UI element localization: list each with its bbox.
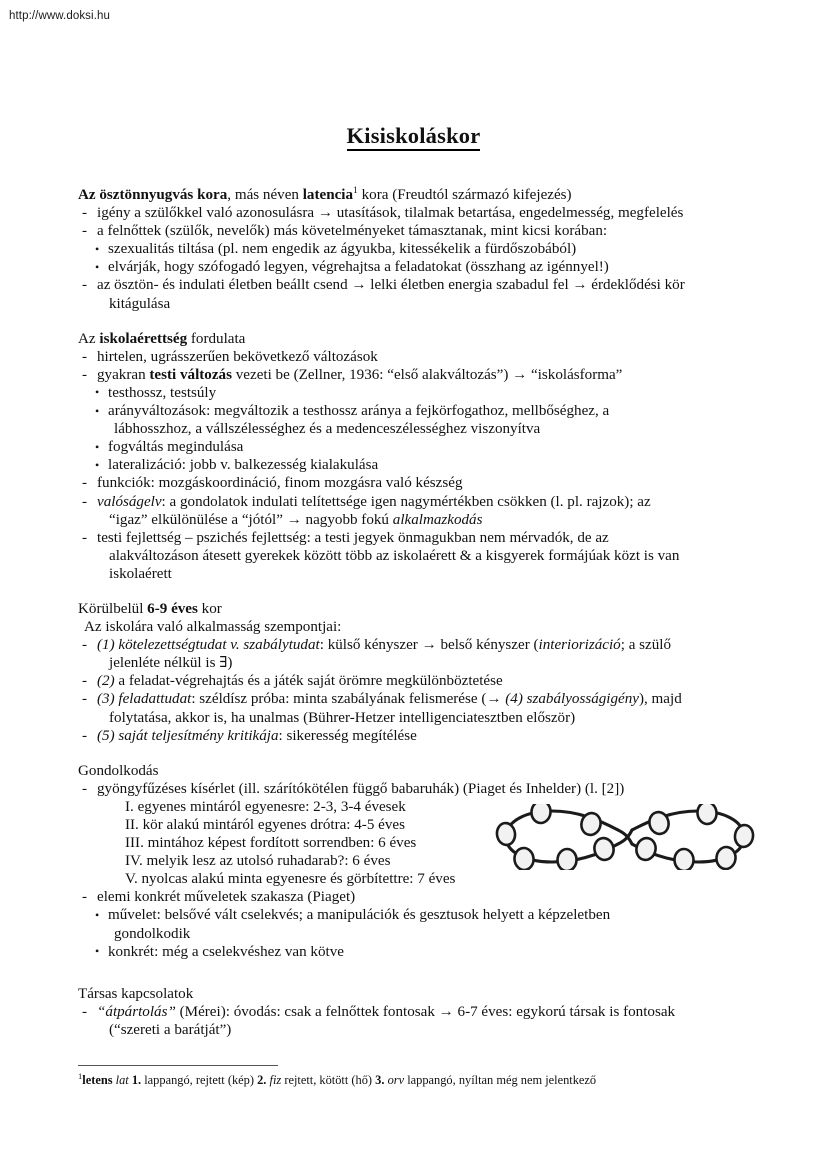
list-item-text: testhossz, testsúly (108, 384, 217, 401)
list-item: III. mintához képest fordított sorrendben: 6 éves (125, 835, 417, 852)
footnote-sense-3-text: lappangó, nyíltan még nem jelentkező (404, 1073, 597, 1087)
list-item-continuation: jelenléte nélkül is ∃) (109, 655, 233, 672)
heading-bold-part: 6-9 éves (147, 600, 198, 617)
section-korulbelul (78, 600, 750, 745)
list-item-continuation: (“szereti a barátját”) (109, 1021, 232, 1038)
list-item (78, 906, 750, 942)
list-item (78, 276, 750, 312)
page-title-text: Kisiskoláskor (347, 123, 481, 151)
list-item-text: lateralizáció: jobb v. balkezesség kialakulása (108, 457, 379, 474)
list-item-continuation: gondolkodik (114, 925, 191, 942)
list-item (78, 456, 750, 474)
dash-marker: - (82, 780, 88, 797)
dash-marker: - (82, 366, 88, 383)
list-item-text: arányváltozások: megváltozik a testhossz aránya a fejkörfogathoz, mellbőséghez, a (108, 403, 610, 420)
bullet-marker: • (95, 439, 100, 454)
list-item-text-post: : sikeresség megítélése (278, 727, 417, 744)
list-item-continuation: alakváltozáson átesett gyerekek között több az iskolaérett & a kisgyerek formájúak közt is van (109, 547, 680, 564)
list-item-text: igény a szülőkkel való azonosulásra → utasítások, tilalmak betartása, engedelmesség, megfelelés (97, 205, 684, 222)
heading-pre: Az (78, 330, 100, 347)
list-item (78, 636, 750, 672)
list-item (78, 366, 750, 384)
heading-post: kor (197, 600, 222, 617)
list-item-text: szexualitás tiltása (pl. nem engedik az ágyukba, kitessékelik a fürdőszobából) (108, 241, 577, 258)
list-item (78, 888, 750, 906)
section-gap (78, 745, 750, 762)
bullet-marker: • (95, 403, 100, 418)
dash-marker: - (82, 493, 88, 510)
section-heading: Gondolkodás (78, 762, 159, 779)
list-item: IV. melyik lesz az utolsó ruhadarab?: 6 éves (125, 853, 391, 870)
section-osztonnyugvas (78, 186, 750, 313)
bullet-marker: • (95, 241, 100, 256)
footnote-sense-2-abbr: fiz (269, 1073, 282, 1087)
list-item-continuation: iskolaérett (109, 565, 172, 582)
bullet-marker: • (95, 457, 100, 472)
list-item-text-post: (Mérei): óvodás: csak a felnőttek fontosak → 6-7 éves: egykorú társak is fontosak (175, 1003, 676, 1020)
document-body (78, 186, 750, 1039)
list-item-text: elemi konkrét műveletek szakasza (Piaget) (97, 889, 356, 906)
footnote-ref: 1 (353, 184, 358, 196)
list-item-text: hirtelen, ugrásszerűen bekövetkező változások (97, 348, 378, 365)
footnote-number: 1 (78, 1070, 83, 1081)
bullet-marker: • (95, 944, 100, 959)
footnote-sense-3-number: 3. (375, 1073, 385, 1087)
heading-bold-part: iskolaérettség (99, 330, 188, 347)
list-item (78, 258, 750, 276)
footnote-sense-3-abbr: orv (387, 1073, 405, 1087)
bullet-marker: • (95, 385, 100, 400)
list-item-italic: valóságelv (97, 493, 162, 510)
list-item-italic-b: (4) szabályosságigény (505, 691, 639, 708)
list-item-bold: testi változás (149, 366, 232, 383)
list-item-text-post: a feladat-végrehajtás és a játék saját örömre megkülönböztetése (114, 673, 503, 690)
list-item-text: fogváltás megindulása (108, 439, 244, 456)
section-gap (78, 583, 750, 600)
footnote-term: letens (82, 1073, 113, 1087)
section-gap (78, 961, 750, 985)
section-heading: Társas kapcsolatok (78, 985, 194, 1002)
list-item (78, 493, 750, 529)
bullet-marker: • (95, 259, 100, 274)
list-item-italic: (3) feladattudat (97, 691, 192, 708)
list-item-text: a felnőttek (szülők, nevelők) más követelményeket támasztanak, mint kicsi korában: (97, 223, 608, 240)
dash-marker: - (82, 673, 88, 690)
footnote-sense-1-text: lappangó, rejtett (kép) (141, 1073, 258, 1087)
list-item-text: elvárják, hogy szófogadó legyen, végrehajtsa a feladatokat (összhang az igénnyel!) (108, 259, 609, 276)
dash-marker: - (82, 223, 88, 240)
section-heading (78, 600, 750, 618)
list-item-text-pre: gyakran (97, 366, 150, 383)
dash-marker: - (82, 529, 88, 546)
list-item: V. nyolcas alakú minta egyenesre és görbítettre: 7 éves (125, 871, 456, 888)
figure-eight-bead-diagram (494, 804, 756, 870)
footnote-sense-1-number: 1. (131, 1073, 142, 1087)
dash-marker: - (82, 205, 88, 222)
footnote (78, 1070, 758, 1088)
footnote-sense-2-text: rejtett, kötött (hő) (281, 1073, 376, 1087)
list-item (78, 204, 750, 222)
dash-marker: - (82, 1003, 88, 1020)
list-item-italic: (5) saját teljesítmény kritikája (97, 727, 279, 744)
dash-marker: - (82, 277, 88, 294)
section-heading (78, 330, 750, 348)
heading-pre: Körülbelül (78, 600, 148, 617)
list-item (78, 384, 750, 402)
list-item: I. egyenes mintáról egyenesre: 2-3, 3-4 évesek (125, 798, 406, 815)
list-item-text: művelet: belsővé vált cselekvés; a manipulációk és gesztusok helyett a képzeletben (108, 907, 611, 924)
footnote-separator (78, 1065, 278, 1066)
section-heading (78, 186, 750, 204)
heading-bold-latencia: latencia (302, 187, 354, 203)
site-url-watermark: http://www.doksi.hu (9, 10, 110, 22)
list-item-continuation: kitágulása (109, 295, 171, 312)
list-item (78, 222, 750, 240)
bullet-marker: • (95, 907, 100, 922)
dash-marker: - (82, 727, 88, 744)
list-item (78, 402, 750, 438)
heading-rest-1: , más néven (227, 187, 303, 203)
list-item-text-post: : széldísz próba: minta szabályának felismerése (→ (191, 691, 506, 708)
list-item-text: testi fejlettség – pszichés fejlettség: a testi jegyek önmagukban nem mérvadók, de az (97, 529, 609, 546)
bead-group (496, 804, 755, 870)
heading-bold-part: Az ösztönnyugvás kora (78, 187, 228, 203)
dash-marker: - (82, 637, 88, 654)
list-item-text: gyöngyfűzéses kísérlet (ill. szárítókötélen függő babaruhák) (Piaget és Inhelder) (l. [2]) (97, 780, 625, 797)
list-item (78, 1003, 750, 1039)
list-item-text-post: : külső kényszer → belső kényszer ( (319, 637, 539, 654)
list-item-continuation: lábhosszhoz, a vállszélességhez és a medenceszélességhez viszonyítva (114, 421, 541, 438)
list-item (78, 780, 750, 798)
list-item (78, 474, 750, 492)
section-gap (78, 313, 750, 330)
list-item-text-post: : a gondolatok indulati telítettsége igen nagymértékben csökken (l. pl. rajzok); az (161, 493, 651, 510)
bead-string-figure (494, 804, 756, 870)
list-item (78, 438, 750, 456)
dash-marker: - (82, 348, 88, 365)
section-iskolaerettseg (78, 330, 750, 583)
list-item (78, 348, 750, 366)
heading-post: fordulata (187, 330, 246, 347)
list-item-text: konkrét: még a cselekvéshez van kötve (108, 943, 344, 960)
list-item-italic: (1) kötelezettségtudat v. szabálytudat (97, 637, 320, 654)
list-item-text-post-b: ), majd (638, 691, 682, 708)
list-item-italic: (2) (97, 673, 115, 690)
footnote-lang: lat (115, 1073, 129, 1087)
dash-marker: - (82, 889, 88, 906)
list-item-continuation: folytatása, akkor is, ha unalmas (Bührer-Hetzer intelligenciatesztben először) (109, 709, 576, 726)
dash-marker: - (82, 475, 88, 492)
section-tarsas-kapcsolatok (78, 985, 750, 1039)
heading-rest-2: kora (Freudtól származó kifejezés) (357, 187, 572, 203)
list-item (78, 529, 750, 583)
list-item (78, 943, 750, 961)
footnote-sense-2-number: 2. (257, 1073, 267, 1087)
list-item (78, 727, 750, 745)
page-title (0, 123, 827, 149)
list-item-text: az ösztön- és indulati életben beállt csend → lelki életben energia szabadul fel → érdeklődési kör (97, 277, 685, 294)
list-item-italic: “átpártolás” (97, 1003, 176, 1020)
list-item-italic-b: interiorizáció (538, 637, 621, 654)
list-item (78, 690, 750, 726)
list-item-text: funkciók: mozgáskoordináció, finom mozgásra való készség (97, 475, 463, 492)
continuation-italic: alkalmazkodás (392, 511, 483, 528)
list-item (78, 240, 750, 258)
list-item: II. kör alakú mintáról egyenes drótra: 4-5 éves (125, 817, 405, 833)
list-item-continuation (97, 511, 750, 529)
list-item-text-post-b: ; a szülő (620, 637, 672, 654)
section-subheading: Az iskolára való alkalmasság szempontjai: (84, 619, 342, 636)
continuation-pre: “igaz” elkülönülése a “jótól” → nagyobb fokú (109, 511, 393, 528)
list-item-text-post: vezeti be (Zellner, 1936: “első alakváltozás”) → “iskolásforma” (231, 366, 623, 383)
list-item (78, 672, 750, 690)
dash-marker: - (82, 691, 88, 708)
